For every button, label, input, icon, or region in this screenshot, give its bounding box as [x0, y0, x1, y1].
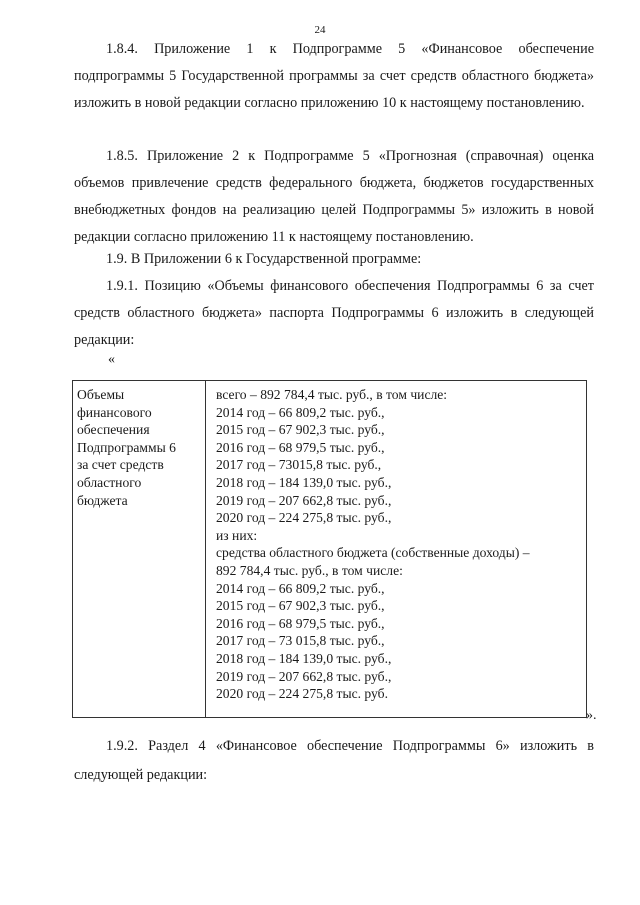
- right-line: 2018 год – 184 139,0 тыс. руб.,: [216, 650, 392, 666]
- right-line: из них:: [216, 527, 258, 543]
- right-line: 2019 год – 207 662,8 тыс. руб.,: [216, 668, 392, 684]
- left-line: за счет средств: [77, 457, 164, 473]
- right-line: 2015 год – 67 902,3 тыс. руб.,: [216, 598, 385, 614]
- right-line: 2018 год – 184 139,0 тыс. руб.,: [216, 474, 392, 490]
- page-number: 24: [314, 24, 326, 36]
- right-line: 2014 год – 66 809,2 тыс. руб.,: [216, 404, 385, 420]
- table-right-cell: [206, 381, 587, 718]
- paragraph-1-9-2: 1.9.2. Раздел 4 «Финансовое обеспечение Подпрограммы 6» изложить в следующей редакции:: [74, 738, 594, 783]
- right-line: 2017 год – 73 015,8 тыс. руб.,: [216, 633, 385, 649]
- left-line: обеспечения: [77, 422, 150, 438]
- left-line: областного: [77, 474, 142, 490]
- closing-quote: ».: [586, 708, 597, 723]
- right-line: 2020 год – 224 275,8 тыс. руб.,: [216, 510, 392, 526]
- opening-quote: «: [108, 352, 115, 367]
- paragraph-1-8-4: 1.8.4. Приложение 1 к Подпрограмме 5 «Финансовое обеспечение подпрограммы 5 Государственной программы за счет средств областного бюджета» изложить в новой редакции согласно приложению 10 к настоящему постановлению.: [74, 41, 594, 111]
- paragraph-1-9: 1.9. В Приложении 6 к Государственной программе:: [106, 251, 422, 267]
- right-line: 2020 год – 224 275,8 тыс. руб.: [216, 686, 388, 702]
- right-line: 2016 год – 68 979,5 тыс. руб.,: [216, 439, 385, 455]
- right-line: средства областного бюджета (собственные доходы) –: [216, 545, 530, 561]
- right-line: 892 784,4 тыс. руб., в том числе:: [216, 562, 403, 578]
- table-left-cell: [73, 381, 206, 718]
- right-line: 2015 год – 67 902,3 тыс. руб.,: [216, 422, 385, 438]
- right-line: 2016 год – 68 979,5 тыс. руб.,: [216, 615, 385, 631]
- left-line: Подпрограммы 6: [77, 439, 176, 455]
- funding-table: [72, 380, 587, 718]
- paragraph-1-9-1: 1.9.1. Позицию «Объемы финансового обеспечения Подпрограммы 6 за счет средств областного бюджета» паспорта Подпрограммы 6 изложить в следующей редакции:: [74, 278, 594, 348]
- left-line: Объемы: [77, 387, 125, 402]
- right-line: 2019 год – 207 662,8 тыс. руб.,: [216, 492, 392, 508]
- right-line: всего – 892 784,4 тыс. руб., в том числе:: [216, 387, 448, 402]
- right-line: 2017 год – 73015,8 тыс. руб.,: [216, 457, 382, 473]
- paragraph-1-8-5: 1.8.5. Приложение 2 к Подпрограмме 5 «Прогнозная (справочная) оценка объемов привлечение средств федерального бюджета, бюджетов государственных внебюджетных фондов на реализацию целей Подпрограммы 5» изложить в новой редакции согласно приложению 11 к настоящему постановлению.: [74, 148, 594, 245]
- left-line: финансового: [77, 404, 152, 420]
- table-row: [73, 381, 587, 718]
- left-line: бюджета: [77, 492, 128, 508]
- right-line: 2014 год – 66 809,2 тыс. руб.,: [216, 580, 385, 596]
